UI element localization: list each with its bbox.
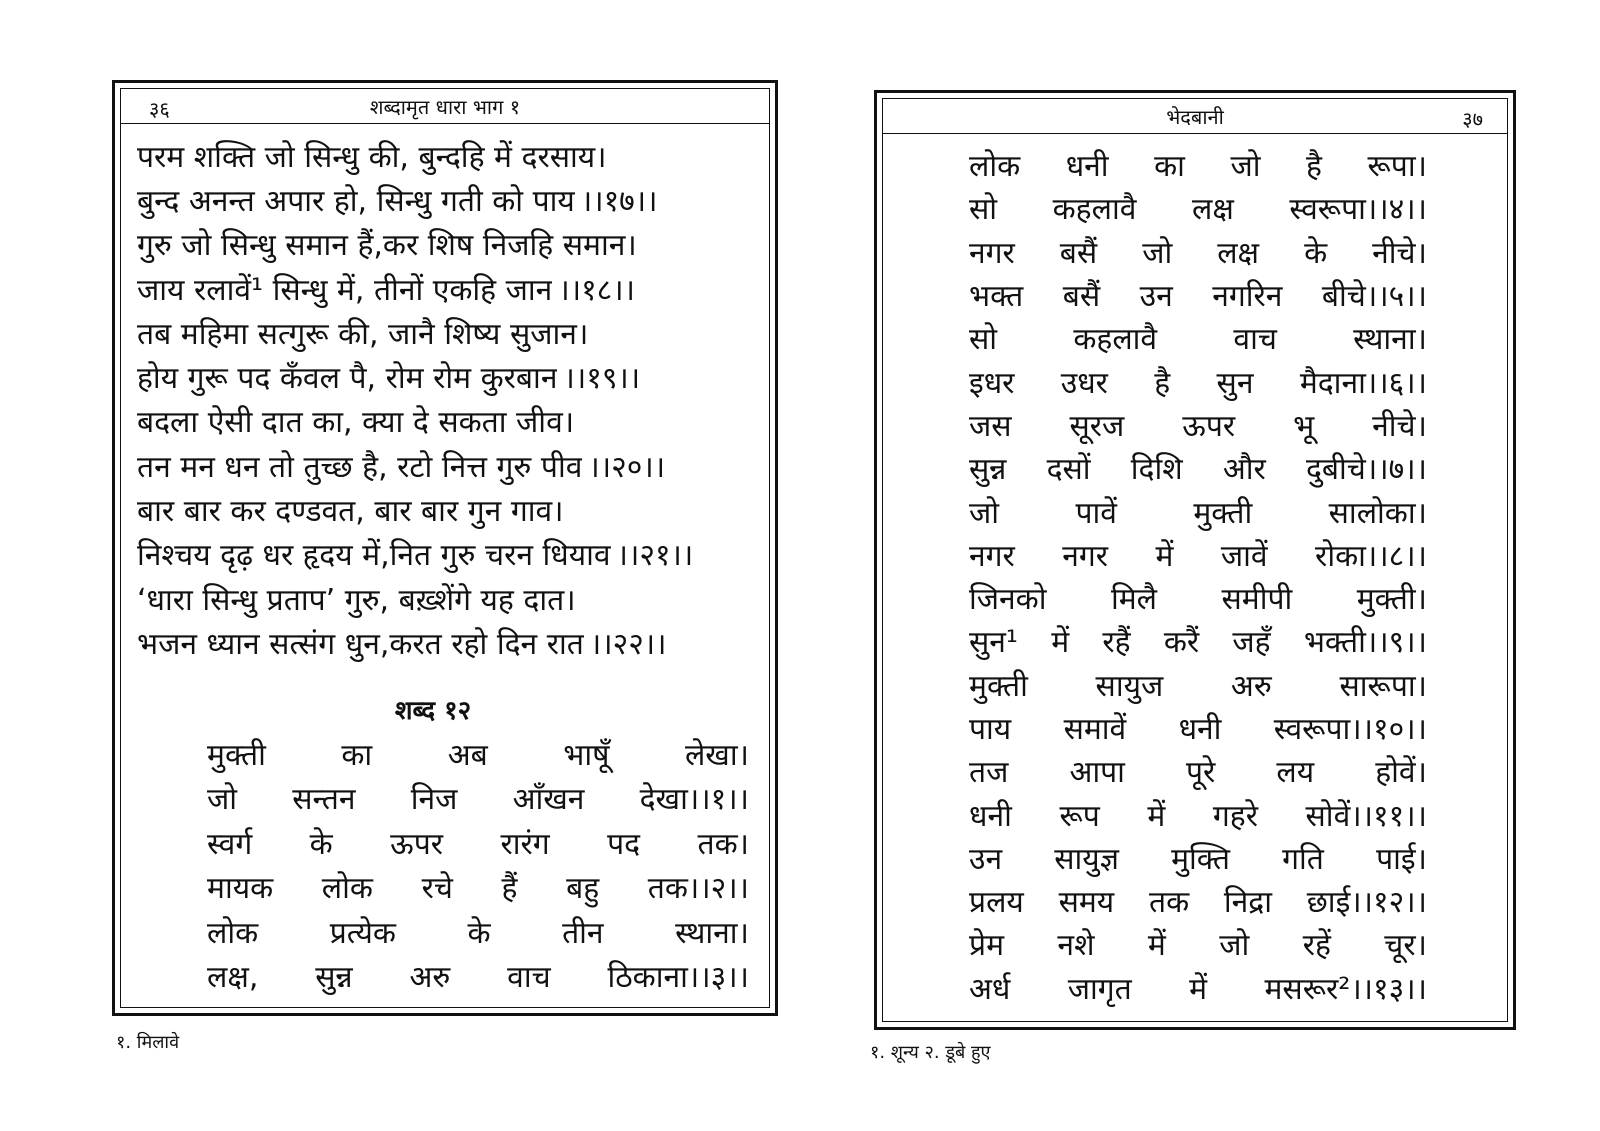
verse-word: आँखन xyxy=(512,782,585,818)
verse-word: बहु xyxy=(566,871,600,907)
verse-word: हैं xyxy=(501,871,518,907)
verse-word: लोक xyxy=(207,915,259,951)
verse-text: बार बार कर दण्डवत, बार बार गुन गाव। xyxy=(137,494,564,530)
verse-line xyxy=(969,836,1427,879)
verse-line xyxy=(207,820,749,865)
verse-line xyxy=(969,533,1427,576)
right-page-number: ३७ xyxy=(1462,107,1483,131)
right-footnote: १. शून्य २. डूबे हुए xyxy=(870,1042,991,1063)
verse-word: भू xyxy=(1293,408,1315,444)
verse-word: ठिकाना xyxy=(607,960,688,996)
verse-word: चूर। xyxy=(1384,928,1427,964)
verse-line xyxy=(969,663,1427,706)
verse-line xyxy=(137,222,757,266)
verse-word: समावें xyxy=(1063,712,1127,747)
verse-word: तक। xyxy=(697,826,749,862)
verse-word: का xyxy=(341,737,373,773)
verse-word: जो xyxy=(1219,928,1250,964)
verse-line xyxy=(137,576,757,620)
verse-word: रचे xyxy=(421,871,453,907)
left-shabd-block xyxy=(207,691,749,998)
verse-number: ।।९।। xyxy=(1365,625,1427,661)
verse-word: है xyxy=(1306,149,1322,185)
verse-word: जो xyxy=(969,495,1000,531)
verse-word: उन xyxy=(969,841,1003,877)
verse-number: ।।१८।। xyxy=(558,272,636,308)
verse-words xyxy=(969,620,1427,661)
verse-word: समीपी xyxy=(1221,582,1293,618)
right-shabd-block xyxy=(969,143,1427,1009)
verse-line xyxy=(969,359,1427,402)
verse-line xyxy=(969,273,1427,316)
verse-line xyxy=(137,443,757,487)
verse-word: में xyxy=(1051,625,1070,661)
verse-line xyxy=(969,186,1427,229)
shabd-heading: शब्द १२ xyxy=(394,696,472,726)
verse-line xyxy=(969,966,1427,1009)
verse-word: तक xyxy=(647,871,688,907)
verse-number: ।।१०।। xyxy=(1350,712,1427,747)
verse-word: सुन्न xyxy=(969,452,1007,488)
verse-line xyxy=(137,133,757,177)
left-page-header xyxy=(121,89,769,124)
verse-words xyxy=(969,274,1427,315)
left-page-inner-border xyxy=(120,88,770,1008)
verse-word: सारूपा। xyxy=(1339,668,1427,704)
verse-word: सुन xyxy=(1216,365,1254,401)
verse-word: प्रेम xyxy=(969,928,1005,964)
verse-word: बीचे xyxy=(1321,279,1366,315)
verse-word: अब xyxy=(447,737,488,773)
verse-word: लेखा। xyxy=(684,737,749,773)
verse-words xyxy=(207,955,749,996)
verse-words xyxy=(969,967,1427,1008)
verse-text: ‘धारा सिन्धु प्रताप’ गुरु, बख़्शेंगे यह दात। xyxy=(137,582,576,618)
verse-word: कहलावै xyxy=(1073,322,1158,358)
verse-number: ।।७।। xyxy=(1365,452,1427,488)
verse-text: होय गुरू पद कँवल पै, रोम रोम कुरबान xyxy=(137,361,558,397)
verse-word: नीचे। xyxy=(1372,408,1427,444)
verse-words xyxy=(969,837,1427,878)
verse-line xyxy=(137,177,757,221)
verse-word: सो xyxy=(969,322,998,358)
verse-line xyxy=(137,354,757,398)
verse-word: लक्ष xyxy=(1191,192,1234,228)
verse-word: दिशि xyxy=(1130,452,1183,488)
verse-words xyxy=(969,447,1427,488)
verse-words xyxy=(969,664,1427,705)
verse-word: में xyxy=(1147,798,1166,834)
verse-word: के xyxy=(1304,235,1328,271)
verse-words xyxy=(207,866,749,907)
verse-number: ।।१७।। xyxy=(580,183,658,219)
verse-text: भजन ध्यान सत्संग धुन,करत रहो दिन रात xyxy=(137,626,584,662)
verse-word: मुक्ती xyxy=(969,668,1028,704)
verse-word: लोक xyxy=(969,149,1021,185)
left-doha-block xyxy=(137,133,757,665)
verse-line xyxy=(969,143,1427,186)
right-page-header xyxy=(883,99,1507,134)
verse-word: लोक xyxy=(321,871,373,907)
verse-word: जो xyxy=(1230,149,1261,185)
verse-line xyxy=(969,792,1427,835)
verse-word: बसैं xyxy=(1062,279,1101,315)
verse-word: जो xyxy=(1142,235,1173,271)
verse-word: अर्ध xyxy=(969,971,1011,1007)
verse-word: पद xyxy=(607,826,641,862)
verse-number: ।।३।। xyxy=(687,960,749,996)
verse-word: सुन्न xyxy=(315,960,353,996)
verse-word: मैदाना xyxy=(1299,365,1366,401)
verse-word: जिनको xyxy=(969,582,1047,618)
verse-word: मिलै xyxy=(1110,582,1158,618)
verse-word-with-number xyxy=(1300,361,1427,402)
verse-word: सूरज xyxy=(1069,408,1125,444)
verse-word: है xyxy=(1154,365,1171,401)
verse-word-with-number xyxy=(607,955,749,996)
verse-words xyxy=(969,923,1427,964)
verse-word-with-number xyxy=(1264,967,1427,1008)
verse-word: जहँ xyxy=(1232,625,1271,661)
verse-word-with-number xyxy=(1307,880,1427,921)
verse-words xyxy=(969,491,1427,532)
verse-text: निश्चय दृढ़ धर हृदय में,नित गुरु चरन धियाव xyxy=(137,538,611,574)
verse-word: रहैं xyxy=(1102,625,1131,661)
verse-text: बुन्द अनन्त अपार हो, सिन्धु गती को पाय xyxy=(137,183,575,219)
verse-word: स्थाना। xyxy=(675,915,749,951)
verse-number: ।।२।। xyxy=(687,871,749,907)
verse-word: रूप xyxy=(1059,798,1100,834)
verse-word: में xyxy=(1189,971,1208,1007)
verse-words xyxy=(207,733,749,774)
verse-word: भक्ती xyxy=(1303,625,1366,661)
verse-word: में xyxy=(1147,928,1166,964)
verse-word: सन्तन xyxy=(292,782,356,818)
verse-word: मुक्ती xyxy=(1193,495,1253,531)
verse-line xyxy=(969,879,1427,922)
verse-line xyxy=(137,487,757,531)
verse-word: पावें xyxy=(1075,495,1117,531)
verse-word: देखा xyxy=(639,782,688,818)
verse-line xyxy=(207,909,749,954)
verse-word: मुक्ती xyxy=(207,737,266,773)
verse-word: सायुज xyxy=(1095,668,1164,704)
verse-text: बदला ऐसी दात का, क्या दे सकता जीव। xyxy=(137,405,575,441)
verse-number: ।।११।। xyxy=(1350,798,1427,834)
verse-word: नगरिन xyxy=(1212,279,1283,315)
verse-number: ।।५।। xyxy=(1365,279,1427,315)
verse-word-with-number xyxy=(1306,794,1427,835)
verse-word: वाच xyxy=(1233,322,1277,358)
verse-word: अरु xyxy=(409,960,451,996)
verse-line xyxy=(969,706,1427,749)
verse-word-with-number xyxy=(1315,534,1427,575)
verse-word: मुक्ती। xyxy=(1356,582,1427,618)
left-page xyxy=(112,80,778,1016)
verse-words xyxy=(969,750,1427,791)
verse-word: तज xyxy=(969,755,1009,791)
verse-word: सो xyxy=(969,192,998,228)
verse-word: दसों xyxy=(1046,452,1091,488)
verse-word-with-number xyxy=(1304,620,1427,661)
verse-word: रहें xyxy=(1302,928,1331,964)
verse-word-with-number xyxy=(640,777,749,818)
verse-line xyxy=(969,316,1427,359)
verse-word: उधर xyxy=(1060,365,1108,401)
verse-words xyxy=(969,361,1427,402)
verse-words xyxy=(969,880,1427,921)
verse-number: ।।१९।। xyxy=(563,361,641,397)
verse-word: ऊपर xyxy=(390,826,444,862)
verse-words xyxy=(969,577,1427,618)
verse-words xyxy=(969,144,1427,185)
verse-word: सोवें xyxy=(1305,798,1351,834)
verse-line xyxy=(207,731,749,776)
verse-word: प्रलय xyxy=(969,885,1024,921)
verse-word: धनी xyxy=(1065,149,1109,185)
verse-word-with-number xyxy=(1322,274,1427,315)
right-page xyxy=(874,90,1516,1030)
left-footnote: १. मिलावे xyxy=(116,1032,180,1053)
verse-word-with-number xyxy=(648,866,749,907)
verse-words xyxy=(969,231,1427,272)
verse-word: सुन¹ xyxy=(969,625,1018,661)
verse-line xyxy=(969,489,1427,532)
verse-text: परम शक्ति जो सिन्धु की, बुन्दहि में दरसाय। xyxy=(137,139,607,175)
verse-word: होवें। xyxy=(1375,755,1427,791)
verse-word: स्वर्ग xyxy=(207,826,253,862)
verse-word-with-number xyxy=(1306,447,1427,488)
verse-words xyxy=(969,404,1427,445)
verse-word: सायुज्ञ xyxy=(1054,841,1119,877)
verse-word: दुबीचे xyxy=(1305,452,1366,488)
verse-word: लक्ष, xyxy=(207,960,259,996)
verse-line xyxy=(969,403,1427,446)
verse-line xyxy=(969,619,1427,662)
verse-number: ।।१।। xyxy=(687,782,749,818)
verse-line xyxy=(137,310,757,354)
verse-number: ।।१३।। xyxy=(1350,971,1427,1007)
verse-word: गहरे xyxy=(1212,798,1258,834)
verse-word: मसरूर² xyxy=(1264,971,1351,1007)
verse-line xyxy=(137,399,757,443)
verse-words xyxy=(969,707,1427,748)
verse-text: तब महिमा सत्गुरू की, जानै शिष्य सुजान। xyxy=(137,316,589,352)
verse-word: करैं xyxy=(1163,625,1200,661)
verse-number: ।।४।। xyxy=(1365,192,1427,228)
verse-words xyxy=(207,777,749,818)
verse-word: छाई xyxy=(1306,885,1351,921)
left-page-number: ३६ xyxy=(149,97,170,121)
verse-words xyxy=(207,911,749,952)
verse-text: गुरु जो सिन्धु समान हैं,कर शिष निजहि समान। xyxy=(137,228,637,264)
verse-word: सालोका। xyxy=(1328,495,1427,531)
verse-word: वाच xyxy=(507,960,551,996)
verse-line xyxy=(969,749,1427,792)
verse-number: ।।२१।। xyxy=(616,538,694,574)
verse-word: गति xyxy=(1282,841,1324,877)
verse-word: में xyxy=(1155,538,1174,574)
verse-word: रोका xyxy=(1315,538,1366,574)
verse-words xyxy=(969,794,1427,835)
verse-number: ।।१२।। xyxy=(1350,885,1427,921)
verse-words xyxy=(969,534,1427,575)
verse-word: धनी xyxy=(969,798,1012,834)
verse-text: तन मन धन तो तुच्छ है, रटो नित्त गुरु पीव xyxy=(137,449,583,485)
verse-text: जाय रलावें¹ सिन्धु में, तीनों एकहि जान xyxy=(137,272,553,308)
verse-word: मुक्ति xyxy=(1171,841,1230,877)
left-running-title: शब्दामृत धारा भाग १ xyxy=(369,95,521,119)
verse-word: जागृत xyxy=(1067,971,1132,1007)
verse-word: जावें xyxy=(1220,538,1268,574)
verse-line xyxy=(137,266,757,310)
verse-word: धनी xyxy=(1178,712,1222,747)
verse-words xyxy=(207,822,749,863)
verse-word: कहलावै xyxy=(1052,192,1137,228)
verse-word: नशे xyxy=(1057,928,1095,964)
verse-word: बसैं xyxy=(1059,235,1098,271)
verse-word: ऊपर xyxy=(1182,408,1236,444)
verse-word: नगर xyxy=(1062,538,1109,574)
verse-word: प्रत्येक xyxy=(329,915,396,951)
verse-word: स्वरूपा xyxy=(1289,192,1366,228)
verse-line xyxy=(969,446,1427,489)
verse-number: ।।२०।। xyxy=(588,449,666,485)
verse-word: के xyxy=(309,826,333,862)
verse-word: उन xyxy=(1139,279,1173,315)
verse-word: अरु xyxy=(1230,668,1272,704)
verse-word: जस xyxy=(969,408,1012,444)
verse-word: तीन xyxy=(562,915,604,951)
verse-word: रारंग xyxy=(500,826,550,862)
verse-word: के xyxy=(467,915,491,951)
verse-word: निद्रा xyxy=(1223,885,1272,921)
verse-word: नीचे। xyxy=(1372,235,1427,271)
verse-word: निज xyxy=(410,782,458,818)
verse-word-with-number xyxy=(1289,187,1427,228)
verse-word: भक्त xyxy=(969,279,1024,315)
right-page-inner-border xyxy=(882,98,1508,1022)
right-running-title: भेदबानी xyxy=(1166,105,1224,129)
verse-line xyxy=(207,865,749,910)
verse-word-with-number xyxy=(1274,707,1427,748)
verse-number: ।।८।। xyxy=(1365,538,1427,574)
verse-word: स्वरूपा xyxy=(1273,712,1351,747)
verse-number: ।।२२।। xyxy=(589,626,667,662)
verse-word: और xyxy=(1222,452,1266,488)
verse-word: पाई। xyxy=(1376,841,1427,877)
verse-number: ।।६।। xyxy=(1365,365,1427,401)
verse-word: नगर xyxy=(969,538,1015,574)
verse-word: मायक xyxy=(207,871,274,907)
verse-word: रूपा। xyxy=(1367,149,1427,185)
verse-line xyxy=(969,922,1427,965)
verse-line xyxy=(207,954,749,999)
verse-word: भाषूँ xyxy=(563,737,610,773)
verse-words xyxy=(969,317,1427,358)
verse-word: नगर xyxy=(969,235,1015,271)
verse-line xyxy=(969,576,1427,619)
verse-word: लय xyxy=(1276,755,1315,791)
verse-word: आपा xyxy=(1069,755,1125,791)
verse-word: स्थाना। xyxy=(1353,322,1427,358)
verse-line xyxy=(137,620,757,664)
verse-word: तक xyxy=(1148,885,1190,921)
verse-line xyxy=(207,776,749,821)
verse-word: पूरे xyxy=(1186,755,1216,791)
verse-word: पाय xyxy=(969,712,1012,747)
verse-word: का xyxy=(1154,149,1185,185)
verse-words xyxy=(969,187,1427,228)
verse-line xyxy=(137,532,757,576)
verse-line xyxy=(969,230,1427,273)
verse-word: समय xyxy=(1058,885,1115,921)
verse-word: जो xyxy=(207,782,238,818)
verse-word: इधर xyxy=(969,365,1015,401)
verse-word: लक्ष xyxy=(1217,235,1260,271)
